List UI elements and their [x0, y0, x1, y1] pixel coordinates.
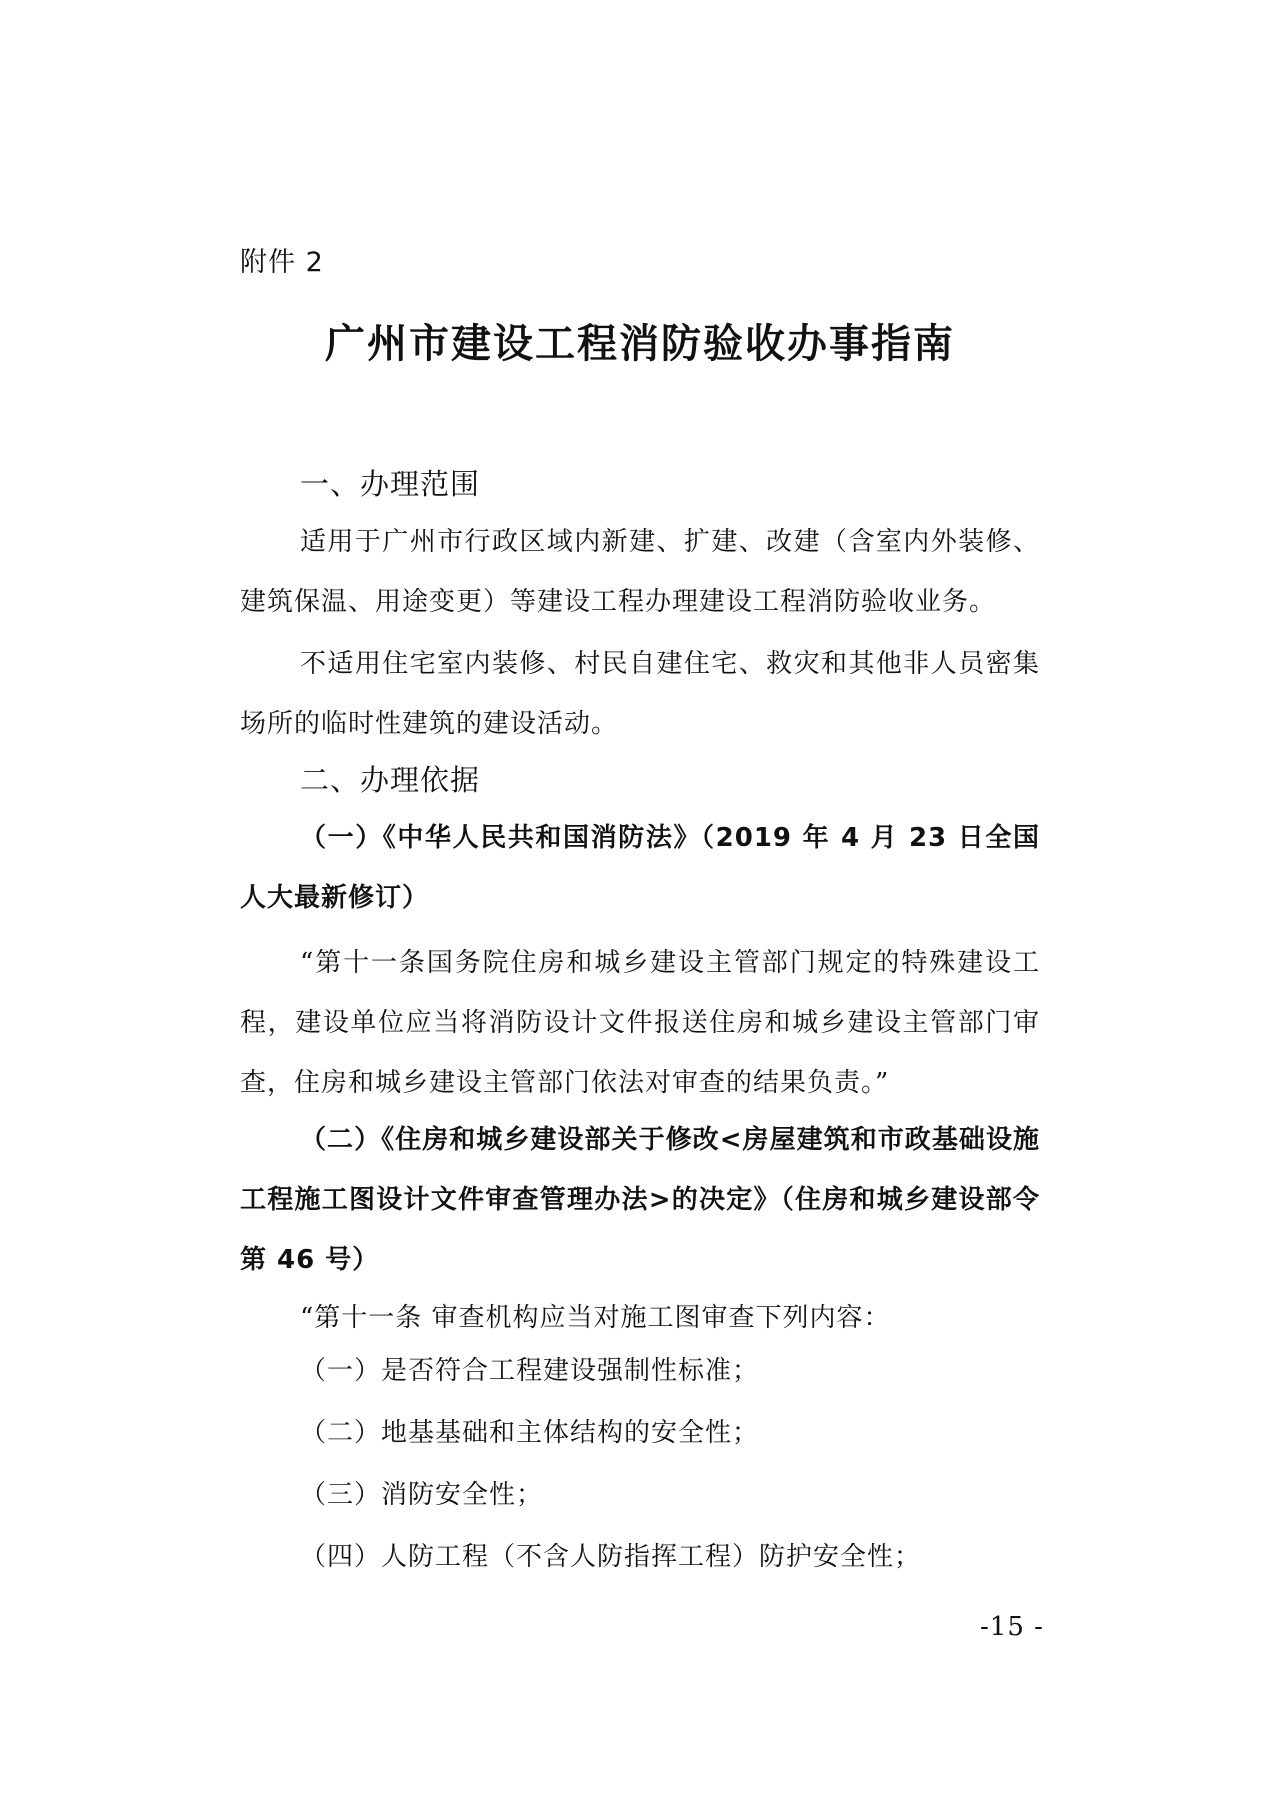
- scope-paragraph-not-applicable: 不适用住宅室内装修、村民自建住宅、救灾和其他非人员密集场所的临时性建筑的建设活动。: [240, 649, 1040, 739]
- law2-title: （二）《住房和城乡建设部关于修改<房屋建筑和市政基础设施工程施工图设计文件审查管理办法>的决定》（住房和城乡建设部令第 46 号）: [240, 1125, 1040, 1275]
- attachment-label: 附件 2: [240, 247, 324, 278]
- law2-block: [240, 1110, 1040, 1290]
- section-heading-basis: 二、办理依据: [300, 763, 481, 797]
- review-item: （二）地基基础和主体结构的安全性；: [300, 1418, 760, 1448]
- review-item: （三）消防安全性；: [300, 1480, 544, 1510]
- review-item: （四）人防工程（不含人防指挥工程）防护安全性；: [300, 1542, 922, 1572]
- law1-title: （一）《中华人民共和国消防法》（2019 年 4 月 23 日全国人大最新修订）: [240, 823, 1040, 913]
- section-scope-body-2: [240, 634, 1040, 754]
- law2-quote-block: [240, 1288, 1040, 1348]
- scope-paragraph-applicable: 适用于广州市行政区域内新建、扩建、改建（含室内外装修、建筑保温、用途变更）等建设工程办理建设工程消防验收业务。: [240, 527, 1040, 617]
- document-title: 广州市建设工程消防验收办事指南: [325, 321, 955, 367]
- section-scope-body: [240, 512, 1040, 632]
- page-number: -15 -: [980, 1612, 1044, 1642]
- review-item: （一）是否符合工程建设强制性标准；: [300, 1356, 760, 1386]
- section-heading-scope: 一、办理范围: [300, 467, 481, 501]
- law1-block: [240, 808, 1040, 928]
- law2-quote: “第十一条 审查机构应当对施工图审查下列内容：: [300, 1303, 891, 1333]
- law1-quote: “第十一条国务院住房和城乡建设主管部门规定的特殊建设工程，建设单位应当将消防设计文件报送住房和城乡建设主管部门审查，住房和城乡建设主管部门依法对审查的结果负责。”: [240, 948, 1040, 1098]
- law1-quote-block: [240, 933, 1040, 1113]
